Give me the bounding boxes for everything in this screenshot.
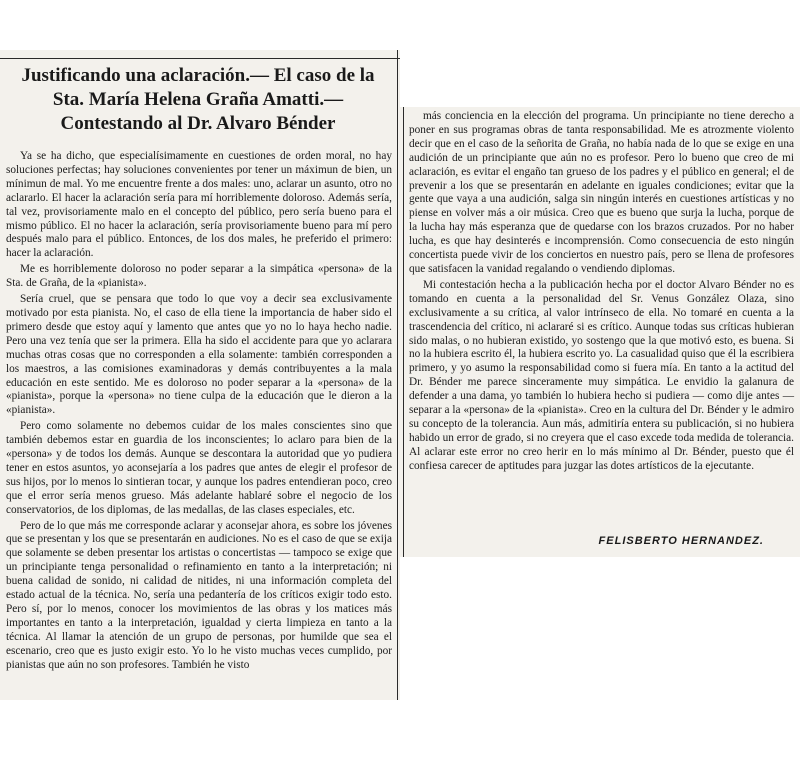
column-rule (397, 50, 398, 700)
clipping-left-column (0, 50, 400, 700)
paragraph: Pero de lo que más me corresponde aclarar y aconsejar ahora, es sobre los jóvenes que se presentan y los que se presentarán en audiciones. No es el caso de que se exija que solamente se deben presentar los artistas o concertistas — tampoco se exige que un principiante tenga personalidad o refinamiento en tanto a la interpretación; ni buena calidad de sonido, ni calidad de nitides, ni una información completa del estado actual de la técnica. No, sería una pedantería de los críticos exigir todo esto. Pero sí, por lo menos, conocer los movimientos de las obras y los matices más importantes en tanto a la interpretación, igualdad y cierta limpieza en tanto a la técnica. Al llamar la atención de un grupo de personas, por humilde que sea el escenario, creo que es justo exigir esto. Yo lo he visto muchas veces cumplido, por pianistas que aún no son profesores. También he visto (6, 519, 392, 671)
right-column-text (409, 110, 794, 476)
author-signature: FELISBERTO HERNANDEZ. (598, 535, 764, 547)
paragraph: Sería cruel, que se pensara que todo lo que voy a decir sea exclusivamente motivado por esta pianista. No, el caso de ella tiene la importancia de haber sido el primero desde que estoy aquí y lamento que antes que yo no lo haya hecho nadie. Pero una vez tenía que ser la primera. Ella ha sido el accidente para que yo aclarara muchas otras cosas que no corresponden a ella solamente: también corresponden a los maestros, a las comisiones examinadoras y demás contribuyentes a la mala educación en este sentido. Me es doloroso no poder separar a la «persona» de la «pianista», porque la «persona» no tiene culpa de la educación que le dieron a la «pianista». (6, 293, 392, 417)
top-rule (0, 58, 400, 59)
paragraph: Mi contestación hecha a la publicación hecha por el doctor Alvaro Bénder no es tomando en cuenta a la personalidad del Sr. Venus González Olaza, sino exclusivamente a su crítica, al valor intrínseco de ella. No tomaré en cuenta a la trascendencia del crítico, ni aclararé si es crítico. Aunque todas sus críticas hubieran sido malas, o no hubieran existido, yo sostengo que la que motivó esto, es buena. Si no la hubiera escrito él, la hubiera escrito yo. La casualidad quiso que él la escribiera primero, y yo asumo la responsabilidad como si fuera mía. En tanto a la actitud del Dr. Bénder me parece sinceramente muy simpática. Le envidio la galanura de defender a una dama, yo también lo hubiera hecho si pudiera — como dije antes — separar a la «persona» de la «pianista». Creo en la cultura del Dr. Bénder y le admiro su concepto de la tolerancia. Aun más, admitiría entera su publicación, si no hubiera habido un error de grado, si no creyera que el caso excede toda medida de tolerancia. Al aclarar este error no creo herir en lo más mínimo al Dr. Bénder, puesto que él confiesa carecer de aptitudes para juzgar las dotes artísticos de la ejecutante. (409, 278, 794, 472)
paragraph: más conciencia en la elección del programa. Un principiante no tiene derecho a poner en sus programas obras de tanta responsabilidad. Me es atrozmente violento decir que en el caso de la señorita de Graña, no había nada de lo que se exige en una audición de un principiante que aún no es profesor. Pero lo bueno que creo de mi aclaración, es evitar el engaño tan grueso de los padres y el público en general; el de prevenir a los que se presentarán en adelante en iguales condiciones; evitar que la gente que vaya a una audición, salga sin ningún interés en cuestiones artísticas y no piense en volver más a oir música. Creo que es bueno que surja la lucha, porque de la lucha hay más esperanza que de quedarse con los brazos cruzados. Por no haber lucha, es que hay desinterés e incomprensión. Como consecuencia de esto ningún concertista puede vivir de los conciertos en nuestro país, pero se llena de profesores que satisfacen la vanidad regalando o vendiendo diplomas. (409, 110, 794, 275)
paragraph: Ya se ha dicho, que especialísimamente en cuestiones de orden moral, no hay soluciones perfectas; hay soluciones convenientes por tener un máximun de bien, un mínimun de mal. Yo me encuentre frente a dos males: uno, aclarar un asunto, otro no aclararlo. El hacer la aclaración sería para mí horriblemente doloroso. Además sería, tal vez, provisoriamente malo en el concepto del público, pero sería bueno para el mismo público. El no hacer la aclaración, sería provisoriamente bueno para mí pero después malo para el público. Entonces, de los dos males, he preferido el primero: hacer la aclaración. (6, 150, 392, 260)
paragraph: Pero como solamente no debemos cuidar de los males conscientes sino que también debemos estar en guardia de los inconscientes; lo aclaro para bien de la «persona» y de todos los demás. Aunque se descontara la autoridad que yo pudiera tener en estos asuntos, yo aconsejaría a los padres que antes de elegir el profesor de sus hijos, por lo menos lo sintieran tocar, y aunque los padres entendieran poco, creo que el error sería menos grueso. Más adelante hablaré sobre el negocio de los conservatorios, de los diplomas, de las medallas, de las clases especiales, etc. (6, 420, 392, 516)
paragraph: Me es horriblemente doloroso no poder separar a la simpática «persona» de la Sta. de Graña, de la «pianista». (6, 263, 392, 290)
column-rule (403, 107, 404, 557)
left-column-text (6, 150, 392, 675)
clipping-right-column (400, 107, 800, 557)
article-headline: Justificando una aclaración.— El caso de la Sta. María Helena Graña Amatti.— Contestando al Dr. Alvaro Bénder (21, 65, 375, 134)
